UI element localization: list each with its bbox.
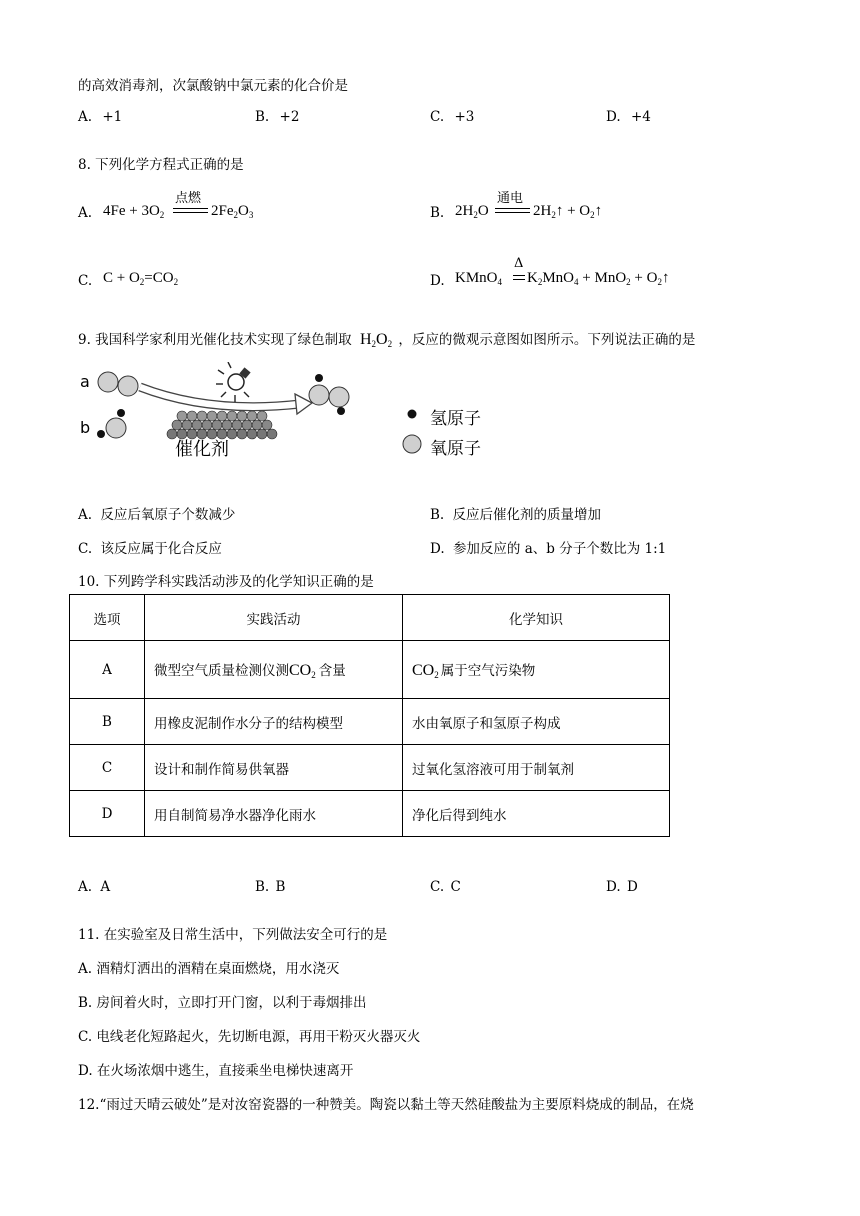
legend-oxygen: 氧原子: [430, 439, 481, 459]
row-activity: 设计和制作简易供氧器: [145, 745, 403, 791]
q11-option-b[interactable]: B. 房间着火时，立即打开门窗，以利于毒烟排出: [78, 995, 367, 1011]
equation-left: $4Fe + 3O_2$: [103, 203, 165, 220]
option-letter: C.: [430, 879, 445, 895]
option-text: 反应后氧原子个数减少: [100, 507, 236, 523]
label-a: a: [80, 372, 90, 391]
equals-sign: [173, 208, 208, 213]
q9-option-b[interactable]: [430, 503, 601, 523]
option-text: +4: [630, 109, 651, 125]
option-letter: C.: [430, 109, 445, 125]
q10-option-d[interactable]: [606, 879, 638, 895]
q9-stem-before: 9. 我国科学家利用光催化技术实现了绿色制取: [78, 332, 352, 348]
co2-formula: $CO_2$: [412, 662, 439, 680]
option-letter: C.: [78, 541, 93, 557]
equation: $C + O_2=CO_2$: [103, 270, 179, 287]
option-text: A: [100, 879, 111, 895]
catalyst-bed: [167, 411, 277, 439]
option-text: +3: [454, 109, 475, 125]
q7-option-b[interactable]: [255, 109, 299, 125]
option-letter: D.: [430, 541, 445, 557]
hydrogen-atom-icon: [408, 410, 417, 419]
row-option: D: [70, 791, 145, 837]
h2o2-molecule: [309, 374, 349, 415]
option-letter: D.: [606, 109, 621, 125]
equals-sign: [513, 275, 525, 280]
intro-line: 的高效消毒剂，次氯酸钠中氯元素的化合价是: [78, 78, 348, 94]
q9-option-a[interactable]: [78, 503, 235, 523]
table-row: [70, 791, 670, 837]
equation-left: $2H_2O$: [455, 203, 489, 220]
q9-stem: [78, 328, 695, 349]
light-bulb-icon: [216, 362, 251, 402]
q11-stem: 11. 在实验室及日常生活中，下列做法安全可行的是: [78, 927, 388, 943]
reaction-diagram: [90, 362, 370, 452]
option-text: +1: [102, 109, 123, 125]
q7-option-a[interactable]: [78, 109, 122, 125]
option-letter: B.: [255, 109, 270, 125]
activity-prefix: 微型空气质量检测仪测: [154, 663, 289, 679]
equation-right: $2H_2↑$ + $O_2↑$: [533, 203, 603, 220]
row-activity: [145, 641, 403, 699]
legend-markers: [402, 404, 422, 454]
row-knowledge: 过氧化氢溶液可用于制氧剂: [403, 745, 670, 791]
option-text: 该反应属于化合反应: [100, 541, 222, 557]
row-option: A: [70, 641, 145, 699]
q8-stem: 8. 下列化学方程式正确的是: [78, 157, 244, 173]
q9-stem-after: ，反应的微观示意图如图所示。下列说法正确的是: [398, 332, 696, 348]
equation-left: KMnO$_4$: [455, 270, 503, 287]
co2-formula: $CO_2$: [289, 662, 316, 680]
table-row: [70, 745, 670, 791]
row-knowledge: 水由氧原子和氢原子构成: [403, 699, 670, 745]
o2-molecule: [98, 372, 138, 396]
option-letter: C.: [78, 273, 93, 289]
option-letter: A.: [78, 109, 93, 125]
q10-option-a[interactable]: [78, 879, 110, 895]
h2o2-formula: $H_2O_2$: [359, 331, 393, 349]
table-row: [70, 641, 670, 699]
q10-option-b[interactable]: [255, 879, 285, 895]
option-letter: B.: [430, 507, 445, 523]
catalyst-label: 催化剂: [175, 439, 229, 460]
option-letter: A.: [78, 879, 93, 895]
option-text: B: [275, 879, 286, 895]
option-text: C: [450, 879, 461, 895]
option-text: D: [626, 879, 638, 895]
q11-option-c[interactable]: C. 电线老化短路起火，先切断电源，再用干粉灭火器灭火: [78, 1029, 421, 1045]
row-activity: 用自制简易净水器净化雨水: [145, 791, 403, 837]
q7-option-d[interactable]: [606, 109, 651, 125]
reaction-condition: 通电: [497, 191, 524, 206]
oxygen-atom-icon: [403, 435, 421, 453]
equals-sign: [495, 208, 530, 213]
q10-table: [69, 594, 670, 837]
header-knowledge: 化学知识: [403, 595, 670, 641]
q9-option-c[interactable]: [78, 537, 222, 557]
row-option: B: [70, 699, 145, 745]
option-text: 参加反应的 a、b 分子个数比为 1:1: [452, 541, 667, 557]
row-activity: 用橡皮泥制作水分子的结构模型: [145, 699, 403, 745]
equation-right: $2Fe_2O_3$: [211, 203, 254, 220]
reaction-arrow: [140, 387, 312, 414]
q10-option-c[interactable]: [430, 879, 461, 895]
q11-option-d[interactable]: D. 在火场浓烟中逃生，直接乘坐电梯快速离开: [78, 1063, 354, 1079]
table-header-row: [70, 595, 670, 641]
legend-hydrogen: 氢原子: [430, 409, 481, 429]
header-option: 选项: [70, 595, 145, 641]
q7-option-c[interactable]: [430, 109, 474, 125]
q12-stem: 12.“雨过天晴云破处”是对汝窑瓷器的一种赞美。陶瓷以黏土等天然硅酸盐为主要原料烧成的制品，在烧: [78, 1097, 694, 1113]
option-letter: B.: [255, 879, 270, 895]
option-letter: A.: [78, 507, 93, 523]
row-knowledge: [403, 641, 670, 699]
h2o-molecule: [97, 409, 126, 438]
label-b: b: [80, 418, 91, 437]
option-text: 反应后催化剂的质量增加: [452, 507, 602, 523]
table-row: [70, 699, 670, 745]
q11-option-a[interactable]: A. 酒精灯洒出的酒精在桌面燃烧，用水浇灭: [78, 961, 340, 977]
reaction-condition: 点燃: [175, 191, 202, 206]
q9-option-d[interactable]: [430, 537, 666, 557]
option-letter: A.: [78, 205, 93, 221]
row-option: C: [70, 745, 145, 791]
option-text: +2: [279, 109, 300, 125]
knowledge-suffix: 属于空气污染物: [440, 663, 536, 679]
equation-right: $K_2MnO_4 + MnO_2$ + $O_2↑$: [527, 270, 670, 287]
header-activity: 实践活动: [145, 595, 403, 641]
row-knowledge: 净化后得到纯水: [403, 791, 670, 837]
activity-suffix: 含量: [318, 663, 346, 679]
option-letter: D.: [606, 879, 621, 895]
option-letter: B.: [430, 205, 445, 221]
option-letter: D.: [430, 273, 445, 289]
q10-stem: 10. 下列跨学科实践活动涉及的化学知识正确的是: [78, 574, 374, 590]
reaction-condition: Δ: [514, 256, 524, 271]
